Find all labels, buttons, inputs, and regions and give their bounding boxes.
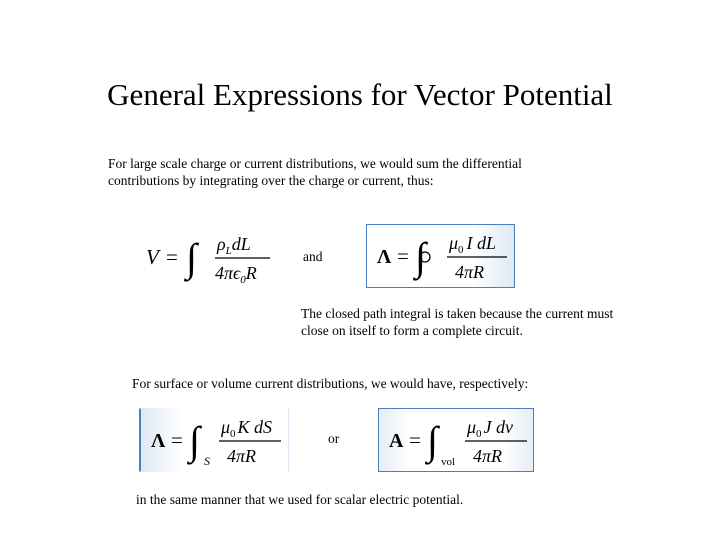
surface-volume-paragraph: For surface or volume current distributions, we would have, respectively: bbox=[132, 376, 529, 391]
or-label: or bbox=[328, 431, 340, 446]
eq-num-sub: L bbox=[225, 245, 232, 257]
eq-num-rho: ρ bbox=[217, 234, 226, 254]
slide-title: General Expressions for Vector Potential bbox=[107, 77, 613, 112]
eq-equals: = bbox=[409, 428, 421, 452]
eq-num-mu: μ bbox=[221, 417, 231, 437]
contour-integral-sign: ∫ bbox=[415, 234, 426, 279]
integral-sign: ∫ bbox=[427, 418, 438, 463]
eq-den-tail: R bbox=[245, 263, 257, 283]
eq-num-sub: 0 bbox=[230, 428, 236, 440]
eq-den: 4πϵ bbox=[215, 263, 241, 283]
svg-text:μ0K dS bbox=[220, 417, 272, 440]
eq-limit: vol bbox=[441, 456, 456, 468]
eq-den: 4πR bbox=[473, 446, 503, 466]
svg-text:μ0I dL bbox=[448, 233, 496, 256]
eq-num-tail: dL bbox=[231, 234, 251, 254]
same-manner-paragraph: in the same manner that we used for scalar electric potential. bbox=[136, 492, 464, 507]
eq-den: 4πR bbox=[455, 262, 485, 282]
eq-den: 4πR bbox=[227, 446, 257, 466]
eq-equals: = bbox=[397, 244, 409, 268]
integral-sign: ∫ bbox=[189, 418, 200, 463]
eq-num-tail: J dv bbox=[483, 417, 514, 437]
svg-text:4πϵ0R bbox=[215, 263, 257, 286]
svg-text:μ0J dv bbox=[466, 417, 513, 440]
eq-equals: = bbox=[166, 245, 178, 269]
surface-current-equation bbox=[139, 408, 289, 472]
volume-current-equation bbox=[378, 408, 534, 472]
integral-sign: ∫ bbox=[186, 235, 197, 280]
eq-num-tail: I dL bbox=[466, 233, 497, 253]
eq-num-sub: 0 bbox=[458, 244, 464, 256]
eq-lhs: A bbox=[389, 430, 404, 452]
eq-lhs: Λ bbox=[151, 430, 166, 452]
scalar-potential-equation bbox=[142, 226, 274, 288]
intro-paragraph: For large scale charge or current distributions, we would sum the differential contributions by integrating over the charge or current, thus: bbox=[108, 156, 522, 188]
eq-num-mu: μ bbox=[449, 233, 459, 253]
eq-num-tail: K dS bbox=[237, 417, 273, 437]
eq-equals: = bbox=[171, 428, 183, 452]
eq-num-mu: μ bbox=[467, 417, 477, 437]
eq-num-sub: 0 bbox=[476, 428, 482, 440]
eq-den-sub: 0 bbox=[240, 274, 246, 286]
and-label: and bbox=[303, 249, 323, 264]
eq-lhs: Λ bbox=[377, 246, 392, 268]
line-current-equation bbox=[366, 224, 515, 288]
eq-limit: S bbox=[204, 454, 210, 468]
eq-lhs: V bbox=[146, 245, 159, 269]
svg-text:ρLdL bbox=[216, 234, 251, 257]
closed-path-paragraph: The closed path integral is taken because the current must close on itself to form a complete circuit. bbox=[301, 306, 614, 338]
